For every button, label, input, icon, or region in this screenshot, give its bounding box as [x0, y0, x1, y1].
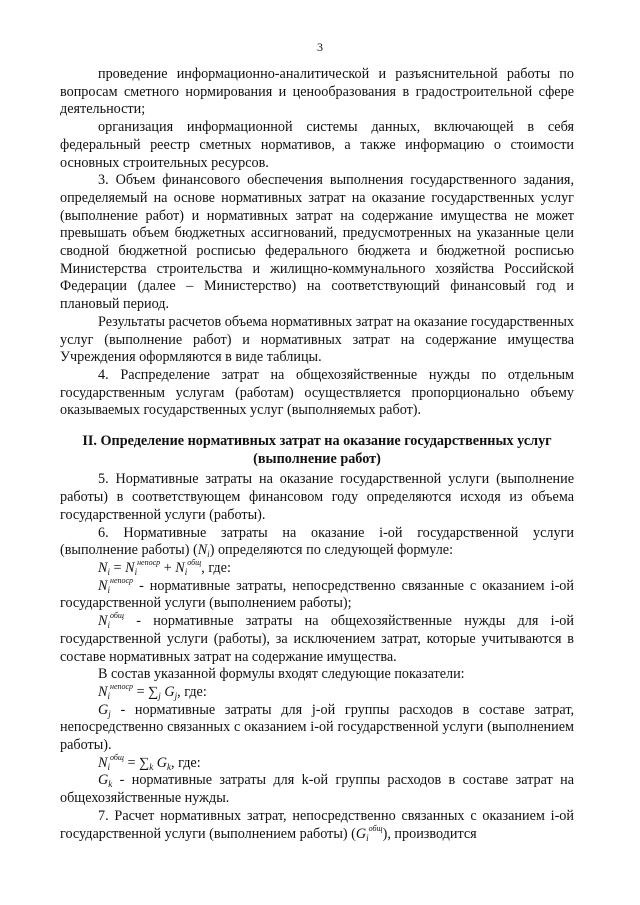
page-number: 3 — [317, 40, 323, 54]
definition-ni-obshch: $N_i^{общ}$ - нормативные затраты на общехозяйственные нужды для i-ой государственной услуги (работы), за исключением затрат, которые учитываются в составе нормативных затрат на содержание имущества. — [60, 611, 574, 665]
paragraph: 3. Объем финансового обеспечения выполнения государственного задания, определяемый на основе нормативных затрат на оказание государственных услуг (выполнение работ) и нормативных затрат на содержание имущества не может превышать объем бюджетных ассигнований, предусмотренных на указанные цели сводной бюджетной росписью федерального бюджета и бюджетной росписью Министерства строительства и жилищно-коммунального хозяйства Российской Федерации (далее – Министерство) на соответствующий финансовый год и плановый период. — [60, 172, 574, 313]
formula-ni: $N_i = N_i^{непоср} + N_i^{общ}$, где: — [98, 557, 231, 577]
paragraph: 4. Распределение затрат на общехозяйственные нужды по отдельным государственным услугам (работам) осуществляется пропорционально объему оказываемых государственных услуг (выполняемых работ). — [60, 366, 574, 419]
definition-gk: $G_k$ - нормативные затраты для k-ой группы расходов в составе затрат на общехозяйственные нужды. — [60, 772, 574, 807]
paragraph-5: 5. Нормативные затраты на оказание государственной услуги (выполнение работы) в соответствующем финансовом году определяются исходя из объема государственной услуги (работы). — [60, 471, 574, 523]
definition-gj: $G_j$ - нормативные затраты для j-ой группы расходов в составе затрат, непосредственно связанных с оказанием i-ой государственной услуги (выполнением работы). — [60, 701, 574, 754]
document-body — [60, 66, 574, 843]
definition-ni-nepoSr: $N_i^{непоср}$ - нормативные затраты, непосредственно связанные с оказанием i-ой государственной услуги (выполнением работы); — [60, 575, 574, 612]
indicators-intro: В состав указанной формулы входят следующие показатели: — [98, 666, 465, 683]
paragraph: проведение информационно-аналитической и разъяснительной работы по вопросам сметного нормирования и ценообразования в градостроительной сфере деятельности; — [60, 66, 574, 118]
formula-ni-obshch: $N_i^{общ} = \sum_k$ $G_k$, где: — [98, 752, 201, 772]
section-heading: II. Определение нормативных затрат на оказание государственных услуг (выполнение работ) — [82, 433, 552, 467]
paragraph-6: 6. Нормативные затраты на оказание i-ой государственной услуги (выполнение работы) $(N_i)$ определяются по следующей формуле: — [60, 524, 574, 560]
formula-ni-nepoSr: $N_i^{непоср} = \sum_j$ $G_j$, где: — [98, 681, 207, 701]
paragraph-7: 7. Расчет нормативных затрат, непосредственно связанных с оказанием i-ой государственной услуги (выполнением работы) $(G_i^{общ})$, производится — [60, 807, 574, 843]
paragraph: Результаты расчетов объема нормативных затрат на оказание государственных услуг (выполнение работ) и нормативных затрат на содержание имущества Учреждения оформляются в виде таблицы. — [60, 313, 574, 366]
paragraph: организация информационной системы данных, включающей в себя федеральный реестр сметных нормативов, а также информацию о стоимости основных строительных ресурсов. — [60, 119, 574, 171]
